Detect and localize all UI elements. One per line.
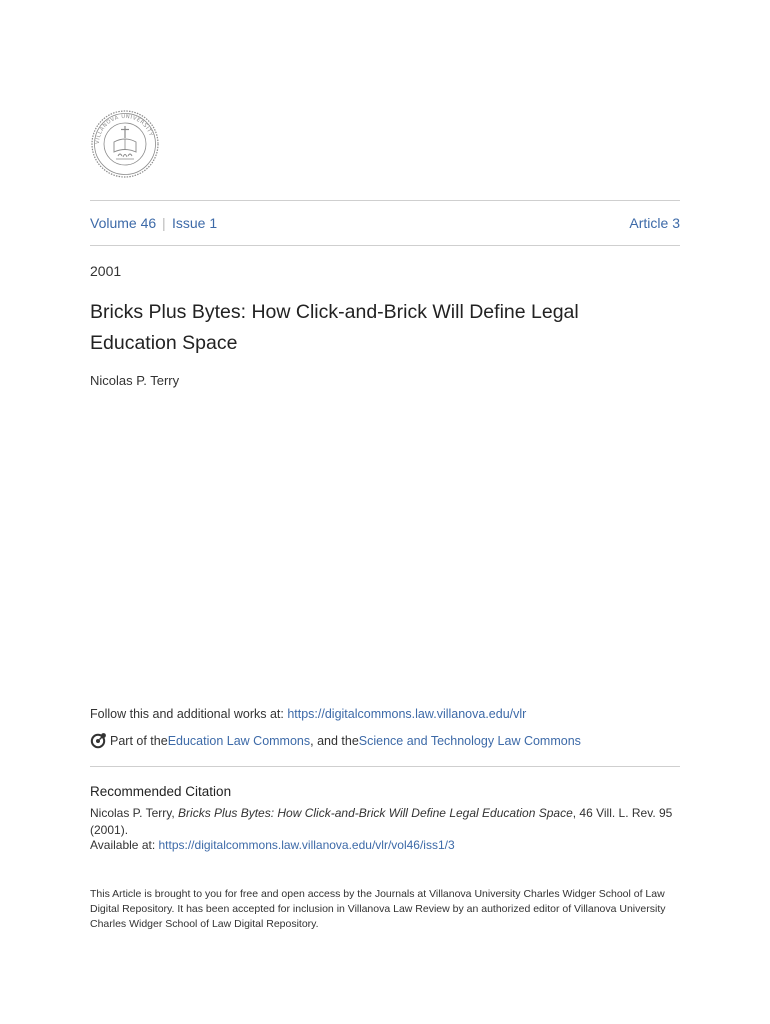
science-technology-law-commons-link[interactable]: Science and Technology Law Commons: [358, 733, 581, 748]
issue-link[interactable]: Issue 1: [172, 215, 218, 231]
part-of-line: [90, 732, 581, 749]
follow-label: Follow this and additional works at:: [90, 707, 288, 721]
part-of-prefix: Part of the: [110, 733, 168, 748]
citation-author: Nicolas P. Terry,: [90, 806, 179, 820]
article-author: Nicolas P. Terry: [90, 373, 180, 388]
citation-text: [90, 805, 680, 838]
recommended-citation-heading: Recommended Citation: [90, 784, 232, 799]
part-of-middle: , and the: [310, 733, 359, 748]
article-link[interactable]: Article 3: [629, 215, 680, 231]
header-bottom-divider: [90, 245, 680, 246]
header-top-divider: [90, 200, 680, 201]
villanova-seal-logo: [90, 108, 160, 180]
network-commons-icon: [90, 732, 107, 749]
open-access-notice: This Article is brought to you for free and open access by the Journals at Villanova University Charles Widger School of Law Digital Repository. It has been accepted for inclusion in Villanova Law Review by an authorized editor of Villanova University Charles Widger School of Law Digital Repository.: [90, 888, 666, 930]
volume-link[interactable]: Volume 46: [90, 215, 157, 231]
education-law-commons-link[interactable]: Education Law Commons: [167, 733, 311, 748]
meta-separator: |: [162, 215, 166, 231]
available-at-line: [90, 838, 455, 852]
citation-source: , 46 Vill. L. Rev. 95 (2001).: [90, 806, 673, 837]
citation-divider: [90, 766, 680, 767]
repository-link[interactable]: https://digitalcommons.law.villanova.edu/vlr: [287, 707, 527, 721]
article-title: Bricks Plus Bytes: How Click-and-Brick Will Define Legal Education Space: [90, 301, 579, 354]
article-url-link[interactable]: https://digitalcommons.law.villanova.edu/vlr/vol46/iss1/3: [158, 838, 455, 852]
follow-line: [90, 707, 526, 721]
available-label: Available at:: [90, 838, 159, 852]
seal-ring-text: VILLANOVA UNIVERSITY: [94, 113, 154, 145]
publication-year: 2001: [90, 263, 122, 279]
citation-title: Bricks Plus Bytes: How Click-and-Brick Will Define Legal Education Space: [178, 806, 573, 820]
